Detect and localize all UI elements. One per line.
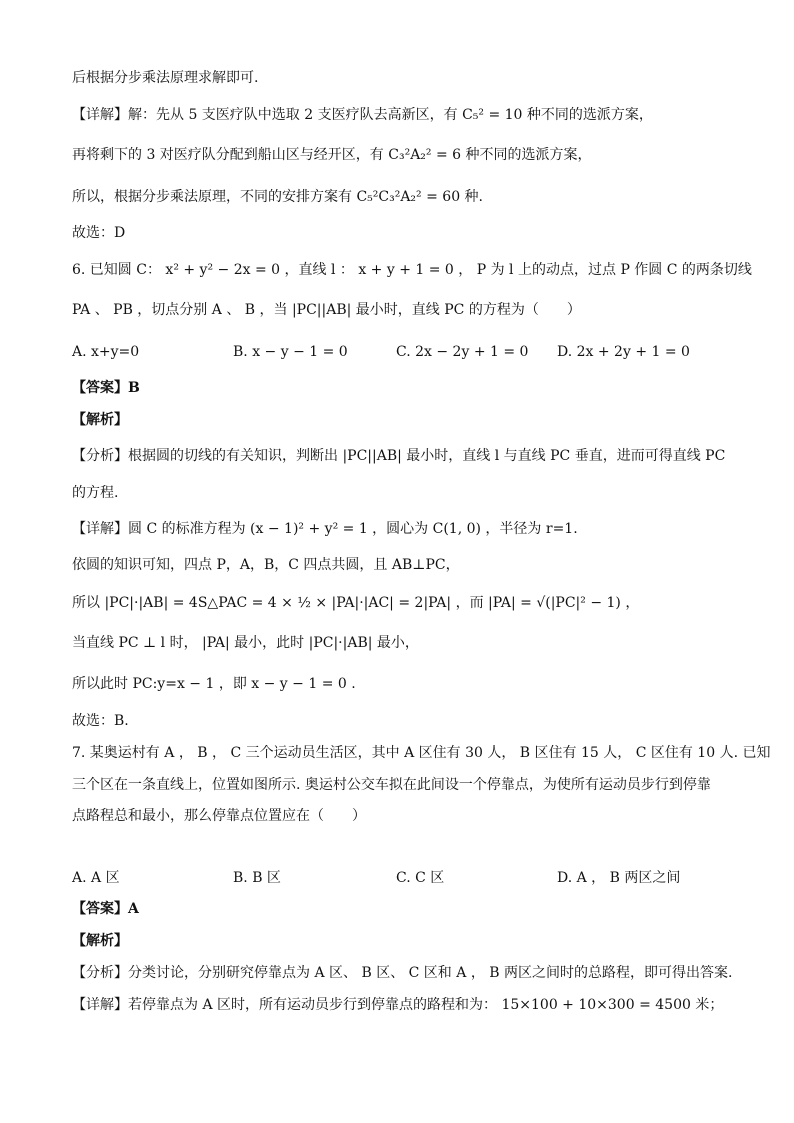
q6-option-c: C. 2x − 2y + 1 = 0: [396, 344, 529, 360]
text-line: 【详解】圆 C 的标准方程为 (x − 1)² + y² = 1 ，圆心为 C(1, 0) ，半径为 r=1.: [72, 521, 578, 537]
text-line: 再将剩下的 3 对医疗队分配到船山区与经开区，有 C₃²A₂² = 6 种不同的选派方案，: [72, 147, 592, 163]
text-line: 所以此时 PC:y=x − 1 ，即 x − y − 1 = 0 .: [72, 676, 356, 692]
text-line: 后根据分步乘法原理求解即可.: [72, 70, 259, 86]
q6-option-d: D. 2x + 2y + 1 = 0: [557, 344, 690, 360]
text-line: 故选：D: [72, 225, 126, 241]
text-line: 依圆的知识可知，四点 P，A，B，C 四点共圆，且 AB⊥PC，: [72, 557, 460, 573]
formula-line: 所以 |PC|·|AB| = 4S△PAC = 4 × ½ × |PA|·|AC| = 2|PA| ，而 |PA| = √(|PC|² − 1) ，: [72, 595, 640, 611]
q6-option-b: B. x − y − 1 = 0: [233, 344, 348, 360]
text-line: 当直线 PC ⊥ l 时， |PA| 最小，此时 |PC|·|AB| 最小，: [72, 635, 419, 651]
question-7-stem: 7. 某奥运村有 A ， B ， C 三个运动员生活区，其中 A 区住有 30 人， B 区住有 15 人， C 区住有 10 人. 已知: [72, 745, 771, 761]
analysis-label: 【解析】: [72, 412, 128, 428]
q7-option-d: D. A ， B 两区之间: [557, 870, 681, 886]
q7-option-a: A. A 区: [72, 870, 120, 886]
question-6-stem: PA 、 PB ，切点分别 A 、 B ，当 |PC||AB| 最小时，直线 PC 的方程为（ ）: [72, 302, 581, 318]
q6-option-a: A. x+y=0: [72, 344, 140, 360]
text-line: 【详解】解：先从 5 支医疗队中选取 2 支医疗队去高新区，有 C₅² = 10 种不同的选派方案，: [72, 107, 653, 123]
q7-option-b: B. B 区: [233, 870, 281, 886]
answer-label: 【答案】A: [72, 901, 139, 917]
text-line: 【分析】根据圆的切线的有关知识，判断出 |PC||AB| 最小时，直线 l 与直线 PC 垂直，进而可得直线 PC: [72, 448, 726, 464]
analysis-label: 【解析】: [72, 933, 128, 949]
text-line: 【分析】分类讨论，分别研究停靠点为 A 区、 B 区、 C 区和 A ， B 两区之间时的总路程，即可得出答案.: [72, 965, 733, 981]
text-line: 【详解】若停靠点为 A 区时，所有运动员步行到停靠点的路程和为： 15×100 + 10×300 = 4500 米；: [72, 997, 724, 1013]
text-line: 的方程.: [72, 485, 119, 501]
q7-option-c: C. C 区: [396, 870, 445, 886]
answer-label: 【答案】B: [72, 380, 140, 396]
question-7-stem: 点路程总和最小，那么停靠点位置应在（ ）: [72, 808, 366, 824]
text-line: 故选：B.: [72, 713, 129, 729]
question-6-stem: 6. 已知圆 C： x² + y² − 2x = 0 ，直线 l ： x + y + 1 = 0 ， P 为 l 上的动点，过点 P 作圆 C 的两条切线: [72, 262, 752, 278]
question-7-stem: 三个区在一条直线上，位置如图所示. 奥运村公交车拟在此间设一个停靠点，为使所有运动员步行到停靠: [72, 777, 711, 793]
text-line: 所以，根据分步乘法原理，不同的安排方案有 C₅²C₃²A₂² = 60 种.: [72, 189, 484, 205]
